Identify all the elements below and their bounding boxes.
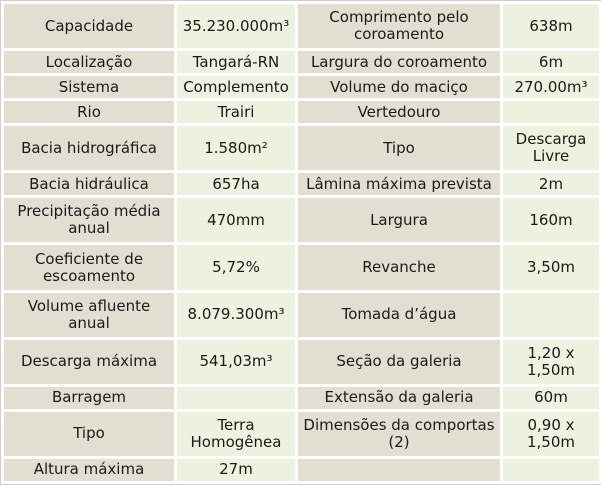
label-cell: Seção da galeria (298, 340, 500, 384)
label-cell: Tomada d’água (298, 293, 500, 337)
value-cell: 160m (503, 198, 599, 242)
label-cell: Vertedouro (298, 101, 500, 123)
value-cell: 470mm (177, 198, 295, 242)
value-cell: 270.00m³ (503, 76, 599, 98)
label-cell: Altura máxima (4, 459, 174, 481)
value-cell: 6m (503, 51, 599, 73)
value-cell: Complemento (177, 76, 295, 98)
table-row (4, 101, 599, 123)
table-row (4, 340, 599, 384)
label-cell: Barragem (4, 387, 174, 409)
value-cell: 1,20 x 1,50m (503, 340, 599, 384)
value-cell: 2m (503, 173, 599, 195)
table-row (4, 387, 599, 409)
label-cell: Volume do maciço (298, 76, 500, 98)
label-cell: Precipitação média anual (4, 198, 174, 242)
label-cell: Largura (298, 198, 500, 242)
value-cell (503, 459, 599, 481)
table-row (4, 293, 599, 337)
value-cell: 35.230.000m³ (177, 4, 295, 48)
value-cell: 1.580m² (177, 126, 295, 170)
label-cell: Bacia hidráulica (4, 173, 174, 195)
value-cell: 3,50m (503, 245, 599, 289)
table-row (4, 4, 599, 48)
label-cell: Extensão da galeria (298, 387, 500, 409)
table-row (4, 412, 599, 456)
label-cell: Lâmina máxima prevista (298, 173, 500, 195)
value-cell: 0,90 x 1,50m (503, 412, 599, 456)
label-cell: Volume afluente anual (4, 293, 174, 337)
label-cell: Sistema (4, 76, 174, 98)
value-cell: 541,03m³ (177, 340, 295, 384)
table-row (4, 459, 599, 481)
value-cell: Terra Homogênea (177, 412, 295, 456)
label-cell (298, 459, 500, 481)
value-cell: 5,72% (177, 245, 295, 289)
value-cell: 638m (503, 4, 599, 48)
value-cell: 27m (177, 459, 295, 481)
value-cell (503, 293, 599, 337)
label-cell: Tipo (298, 126, 500, 170)
label-cell: Comprimento pelo coroamento (298, 4, 500, 48)
label-cell: Bacia hidrográfica (4, 126, 174, 170)
table-row (4, 126, 599, 170)
label-cell: Dimensões da comportas (2) (298, 412, 500, 456)
label-cell: Localização (4, 51, 174, 73)
table-row (4, 198, 599, 242)
value-cell (503, 101, 599, 123)
table-row (4, 76, 599, 98)
value-cell: Tangará-RN (177, 51, 295, 73)
label-cell: Revanche (298, 245, 500, 289)
table-row (4, 173, 599, 195)
table-row (4, 51, 599, 73)
value-cell (177, 387, 295, 409)
value-cell: Descarga Livre (503, 126, 599, 170)
table-row (4, 245, 599, 289)
value-cell: 60m (503, 387, 599, 409)
label-cell: Tipo (4, 412, 174, 456)
value-cell: 657ha (177, 173, 295, 195)
label-cell: Descarga máxima (4, 340, 174, 384)
label-cell: Coeficiente de escoamento (4, 245, 174, 289)
label-cell: Capacidade (4, 4, 174, 48)
label-cell: Rio (4, 101, 174, 123)
value-cell: Trairi (177, 101, 295, 123)
label-cell: Largura do coroamento (298, 51, 500, 73)
value-cell: 8.079.300m³ (177, 293, 295, 337)
